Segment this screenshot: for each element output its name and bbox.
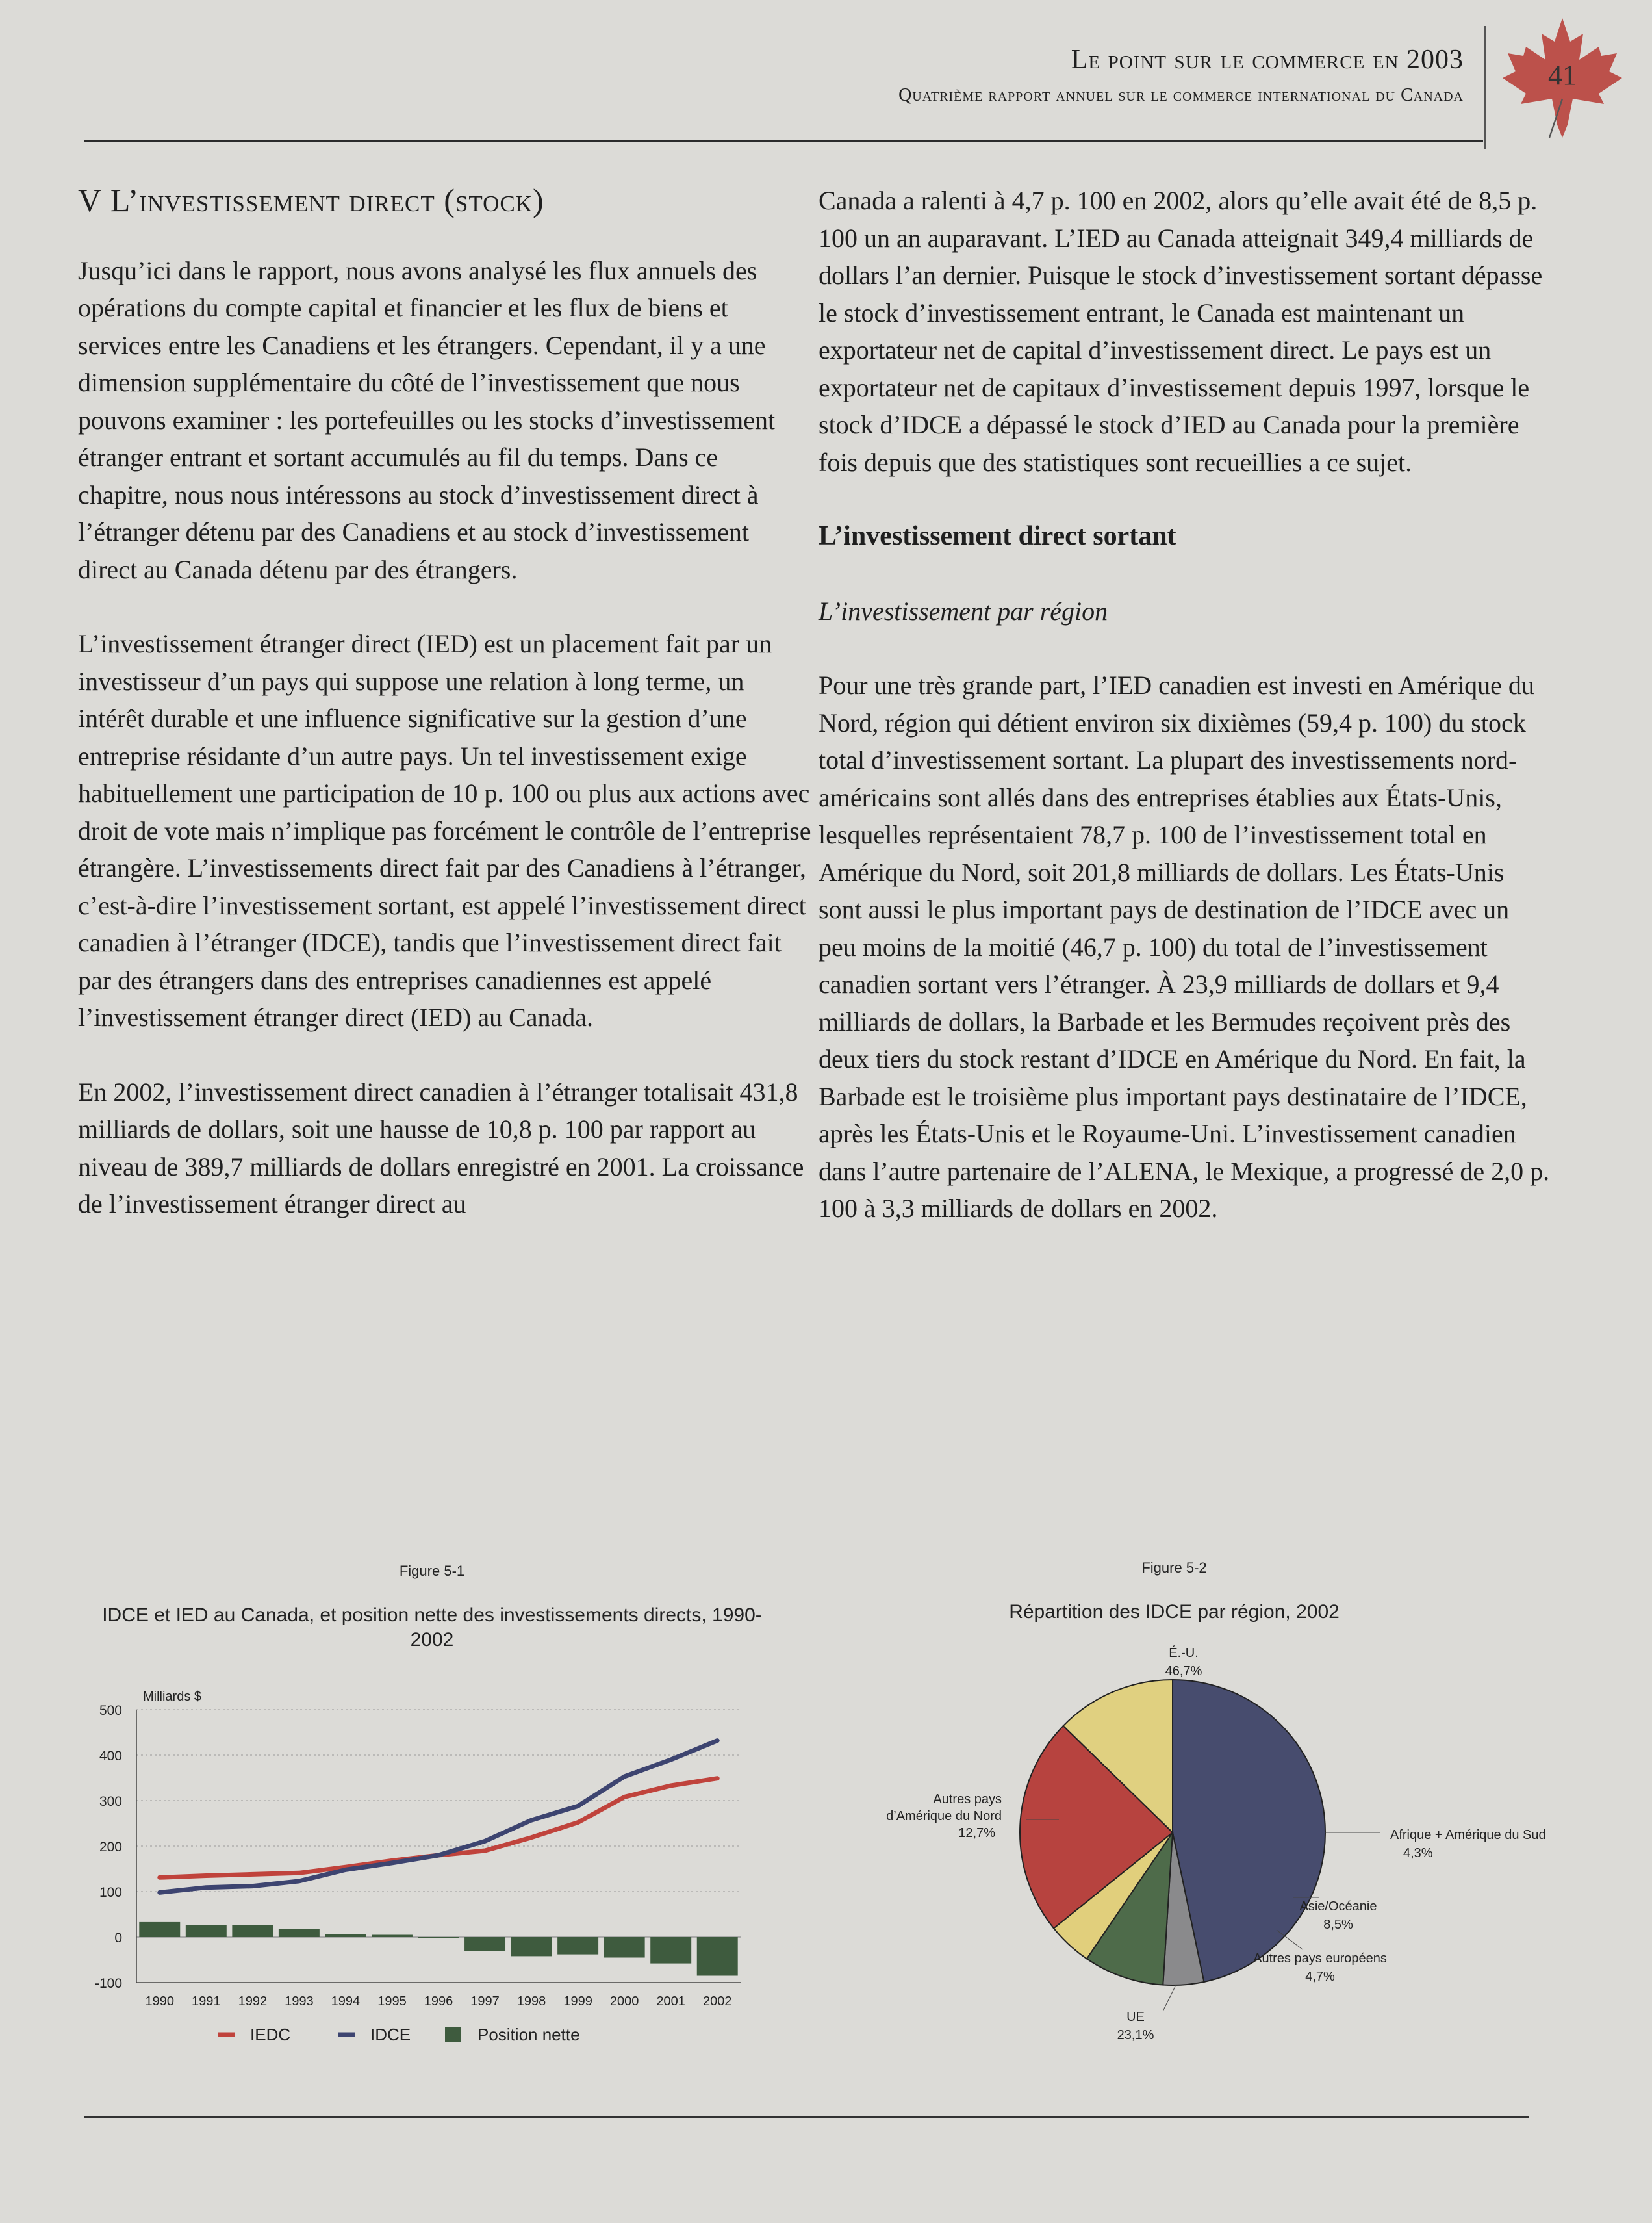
slice-percent: 8,5% (1323, 1918, 1353, 1932)
legend-label: IEDC (250, 2025, 291, 2044)
slice-name: d’Amérique du Nord (886, 1809, 1002, 1823)
slice-percent: 4,3% (1403, 1846, 1433, 1860)
slice-label (1117, 2010, 1154, 2042)
line-bar-chart (84, 1658, 780, 2048)
x-tick-label: 2000 (609, 1994, 639, 2009)
slice-name: É.-U. (1169, 1646, 1199, 1660)
bar (186, 1925, 227, 1937)
leader-line (1163, 1985, 1176, 2011)
bar (232, 1925, 273, 1937)
bar (279, 1929, 320, 1937)
pie-slice (1173, 1680, 1325, 1982)
bar (557, 1937, 598, 1955)
x-tick-label: 1991 (192, 1994, 221, 2009)
slice-name: UE (1126, 2010, 1145, 2024)
bar (372, 1935, 413, 1938)
series-line-IDCE (160, 1741, 717, 1893)
paragraph: Canada a ralenti à 4,7 p. 100 en 2002, alors qu’elle avait été de 8,5 p. 100 un an auparavant. L’IED au Canada atteignait 349,4 milliards de dollars l’an dernier. Puisque le stock d’investissement sortant dépasse le stock d’investissement entrant, le Canada est maintenant un exportateur net de capital d’investissement direct. Le pays est un exportateur net de capitaux d’investissement depuis 1997, lorsque le stock d’IDCE a dépassé le stock d’IED au Canada pour la première fois depuis que des statistiques sont recueillies a ce sujet. (819, 186, 1543, 477)
paragraph: L’investissement étranger direct (IED) est un placement fait par un investisseur d’un pays qui suppose une relation à long terme, un intérêt durable et une influence significative sur la gestion d’une entreprise résidante d’un autre pays. Un tel investissement exige habituellement une participation de 10 p. 100 ou plus aux actions avec droit de vote mais n’implique pas forcément le contrôle de l’entreprise étrangère. L’investissements direct fait par des Canadiens à l’étranger, c’est-à-dire l’investissement sortant, est appelé l’investissement direct canadien à l’étranger (IDCE), tandis que l’investissement direct fait par des étrangers dans des entreprises canadiennes est appelé l’investissement étranger direct (IED) au Canada. (78, 629, 811, 1032)
y-axis-label: Milliards $ (143, 1690, 202, 1704)
pie-chart (825, 1625, 1546, 2092)
slice-percent: 46,7% (1165, 1664, 1202, 1678)
bar (511, 1937, 552, 1956)
y-tick-label: 500 (99, 1703, 122, 1718)
bar (650, 1937, 691, 1964)
slice-label (1390, 1828, 1546, 1860)
figure-title: Répartition des IDCE par région, 2002 (1009, 1601, 1340, 1623)
y-tick-label: 0 (114, 1931, 122, 1946)
x-tick-label: 1998 (516, 1994, 546, 2009)
chapter-title: V L’investissement direct (stock) (78, 182, 544, 218)
right-column (819, 182, 1553, 1265)
bar (325, 1934, 366, 1937)
bar (139, 1922, 180, 1937)
y-tick-label: -100 (94, 1976, 122, 1991)
header-divider (1484, 26, 1486, 149)
figure-5-2 (825, 1560, 1546, 2092)
slice-name: Autres pays européens (1253, 1951, 1387, 1966)
x-tick-label: 1992 (238, 1994, 268, 2009)
paragraph: Pour une très grande part, l’IED canadien est investi en Amérique du Nord, région qui détient environ six dixièmes (59,4 p. 100) du stock total d’investissement sortant. La plupart des investissements nord-américains sont allés dans des entreprises établies aux États-Unis, lesquelles représentaient 78,7 p. 100 de l’investissement total en Amérique du Nord, soit 201,8 milliards de dollars. Les États-Unis sont aussi le plus important pays de destination de l’IDCE avec un peu moins de la moitié (46,7 p. 100) du total de l’investissement canadien sortant vers l’étranger. À 23,9 milliards de dollars et 9,4 milliards de dollars, la Barbade et les Bermudes reçoivent près des deux tiers du stock restant d’IDCE en Amérique du Nord. En fait, la Barbade est le troisième plus important pays destinataire de l’IDCE, après les États-Unis et le Royaume-Uni. L’investissement canadien dans l’autre partenaire de l’ALENA, le Mexique, a progressé de 2,0 p. 100 à 3,3 milliards de dollars en 2002. (819, 671, 1550, 1223)
slice-name: Asie/Océanie (1299, 1899, 1377, 1914)
header-rule (84, 140, 1483, 142)
bar (464, 1937, 505, 1951)
paragraph: Jusqu’ici dans le rapport, nous avons analysé les flux annuels des opérations du compte capital et financier et les flux de biens et services entre les Canadiens et les étrangers. Cependant, il y a une dimension supplémentaire du côté de l’investissement que nous pouvons examiner : les portefeuilles ou les stocks d’investissement étranger entrant et sortant accumulés au fil du temps. Dans ce chapitre, nous nous intéressons au stock d’investissement direct à l’étranger détenu par des Canadiens et au stock d’investissement direct au Canada détenu par des étrangers. (78, 255, 776, 584)
x-tick-label: 1996 (424, 1994, 453, 2009)
footer-rule (84, 2116, 1529, 2118)
legend-label: Position nette (477, 2025, 580, 2044)
slice-label (886, 1792, 1002, 1840)
left-column (78, 182, 812, 1260)
slice-name: Afrique + Amérique du Sud (1390, 1828, 1546, 1842)
y-tick-label: 200 (99, 1840, 122, 1855)
y-tick-label: 300 (99, 1794, 122, 1809)
bar (604, 1937, 645, 1958)
x-tick-label: 1990 (145, 1994, 175, 2009)
figure-label: Figure 5-2 (1141, 1560, 1207, 1576)
y-tick-label: 400 (99, 1749, 122, 1764)
x-tick-label: 1997 (470, 1994, 500, 2009)
bar (418, 1937, 459, 1938)
paragraph: En 2002, l’investissement direct canadien à l’étranger totalisait 431,8 milliards de dollars, soit une hausse de 10,8 p. 100 par rapport au niveau de 389,7 milliards de dollars enregistré en 2001. La croissance de l’investissement étranger direct au (78, 1077, 804, 1218)
figure-title: IDCE et IED au Canada, et position nette des investissements directs, 1990-2002 (102, 1604, 762, 1651)
series-line-IEDC (160, 1779, 717, 1878)
x-tick-label: 2001 (656, 1994, 685, 2009)
running-header (898, 39, 1464, 110)
legend-swatch (445, 2027, 461, 2042)
x-tick-label: 1993 (285, 1994, 314, 2009)
legend-label: IDCE (370, 2025, 411, 2044)
slice-label (1300, 1899, 1377, 1932)
slice-percent: 4,7% (1305, 1970, 1335, 1984)
slice-label (1253, 1951, 1387, 1984)
running-title: Le point sur le commerce en 2003 (1071, 45, 1464, 75)
section-heading: L’investissement direct sortant (819, 521, 1176, 551)
slice-label (1165, 1645, 1202, 1678)
y-tick-label: 100 (99, 1885, 122, 1900)
slice-percent: 12,7% (958, 1826, 995, 1840)
page-number: 41 (1548, 59, 1577, 91)
figure-label: Figure 5-1 (399, 1563, 465, 1579)
running-subtitle: Quatrième rapport annuel sur le commerce international du Canada (898, 85, 1464, 105)
x-tick-label: 2002 (702, 1994, 732, 2009)
slice-percent: 23,1% (1117, 2028, 1154, 2042)
x-tick-label: 1999 (563, 1994, 592, 2009)
slice-name: Autres pays (933, 1792, 1002, 1806)
bar (697, 1937, 738, 1976)
x-tick-label: 1994 (331, 1994, 361, 2009)
x-tick-label: 1995 (377, 1994, 407, 2009)
figure-5-1 (84, 1563, 780, 2048)
subsection-heading: L’investissement par région (819, 596, 1108, 626)
